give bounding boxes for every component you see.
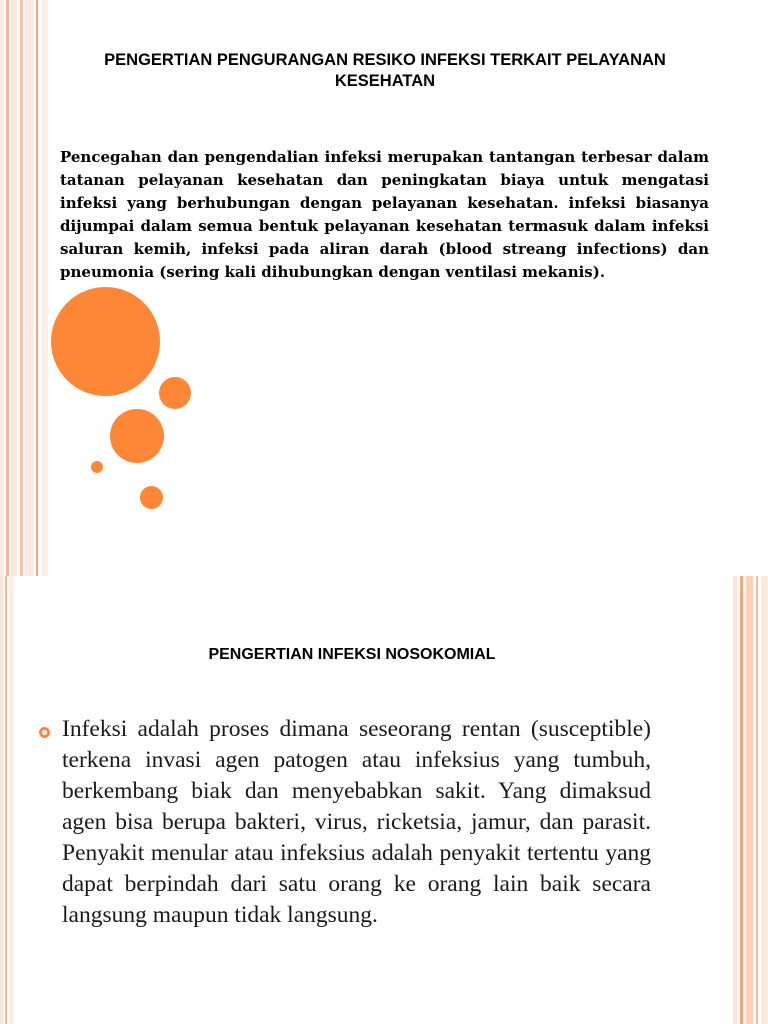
stripe: [5, 576, 7, 1024]
stripe: [761, 576, 768, 1024]
stripe: [20, 0, 23, 576]
stripe: [756, 576, 758, 1024]
decorative-circle: [140, 486, 163, 509]
slide-2: [0, 576, 768, 1024]
bullet-circle-icon: [39, 727, 50, 738]
stripe: [36, 0, 38, 576]
decorative-circle: [110, 409, 164, 463]
stripe: [25, 0, 33, 576]
stripe: [746, 576, 753, 1024]
bullet-text: Infeksi adalah proses dimana seseorang rentan (susceptible) terkena invasi agen patogen atau infeksius yang tumbuh, berkembang biak dan menyebabkan sakit. Yang dimaksud agen bisa berupa bakteri, virus, ricketsia, jamur, dan parasit. Penyakit menular atau infeksius adalah penyakit tertentu yang dapat berpindah dari satu orang ke orang lain baik secara langsung maupun tidak langsung.: [62, 716, 651, 928]
stripe: [9, 576, 14, 1024]
decorative-circle-large: [51, 287, 160, 396]
decorative-circle: [159, 377, 191, 409]
stripe: [11, 0, 17, 576]
stripe: [740, 576, 743, 1024]
stripe: [6, 0, 9, 576]
stripe: [733, 576, 737, 1024]
stripe: [0, 0, 4, 576]
stripe: [41, 0, 48, 576]
slide-title: PENGERTIAN PENGURANGAN RESIKO INFEKSI TERKAIT PELAYANAN KESEHATAN: [104, 51, 666, 90]
slide-body-text: Pencegahan dan pengendalian infeksi merupakan tantangan terbesar dalam tatanan pelayanan kesehatan dan peningkatan biaya untuk mengatasi infeksi yang berhubungan dengan pelayanan kesehatan. infeksi biasanya dijumpai dalam semua bentuk pelayanan kesehatan termasuk dalam infeksi saluran kemih, infeksi pada aliran darah (blood streang infections) dan pneumonia (sering kali dihubungkan dengan ventilasi mekanis).: [60, 148, 709, 281]
stripe: [0, 576, 3, 1024]
slide-title: PENGERTIAN INFEKSI NOSOKOMIAL: [208, 646, 496, 663]
decorative-circle-small: [91, 461, 103, 473]
